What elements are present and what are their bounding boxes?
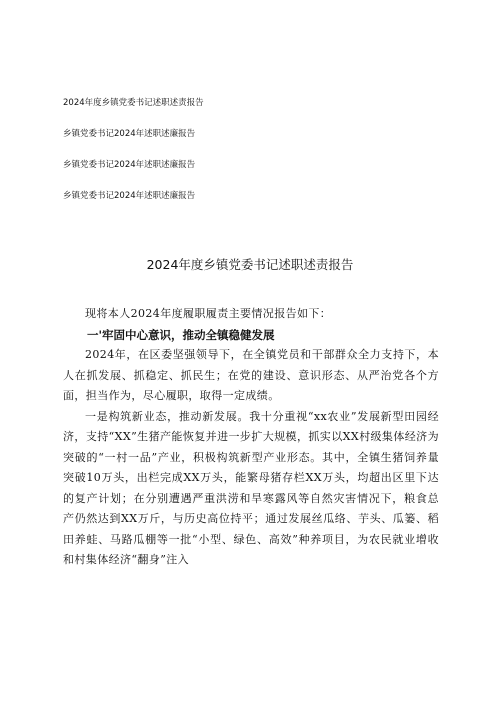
- body-paragraph: 2024年，在区委坚强领导下，在全镇党员和干部群众全力支持下，本人在抓发展、抓稳定、抓民生；在党的建设、意识形态、从严治党各个方面，担当作为，尽心履职，取得一定成绩。: [63, 348, 439, 402]
- table-of-contents: [63, 98, 443, 222]
- document-body: [63, 304, 439, 571]
- body-paragraph: 一是构筑新业态，推动新发展。我十分重视“xx农业”发展新型田园经济，支持“XX”生猪产能恢复并进一步扩大规模，抓实以XX村级集体经济为突破的“一村一品”产业，积极构筑新型产业形态。其中，全镇生猪饲养量突破10万头，出栏完成XX万头，能繁母猪存栏XX万头，均超出区里下达的复产计划；在分别遭遇严重洪涝和旱寒露风等自然灾害情况下，粮食总产仍然达到XX万斤，与历史高位持平；通过发展丝瓜络、芋头、瓜篓、稻田养蛙、马路瓜棚等一批“小型、绿色、高效”种养项目，为农民就业增收和村集体经济“翻身”注入: [63, 409, 439, 566]
- intro-paragraph: 现将本人2024年度履职履责主要情况报告如下：: [85, 307, 332, 320]
- toc-item[interactable]: 乡镇党委书记2024年述职述廉报告: [63, 160, 196, 170]
- toc-item[interactable]: 2024年度乡镇党委书记述职述责报告: [63, 98, 204, 108]
- section-heading: 一'牢固中心意识，推动全镇稳健发展: [87, 327, 275, 342]
- toc-item[interactable]: 乡镇党委书记2024年述职述廉报告: [63, 129, 196, 139]
- toc-item[interactable]: 乡镇党委书记2024年述职述廉报告: [63, 191, 196, 201]
- document-title: 2024年度乡镇党委书记述职述责报告: [146, 257, 354, 272]
